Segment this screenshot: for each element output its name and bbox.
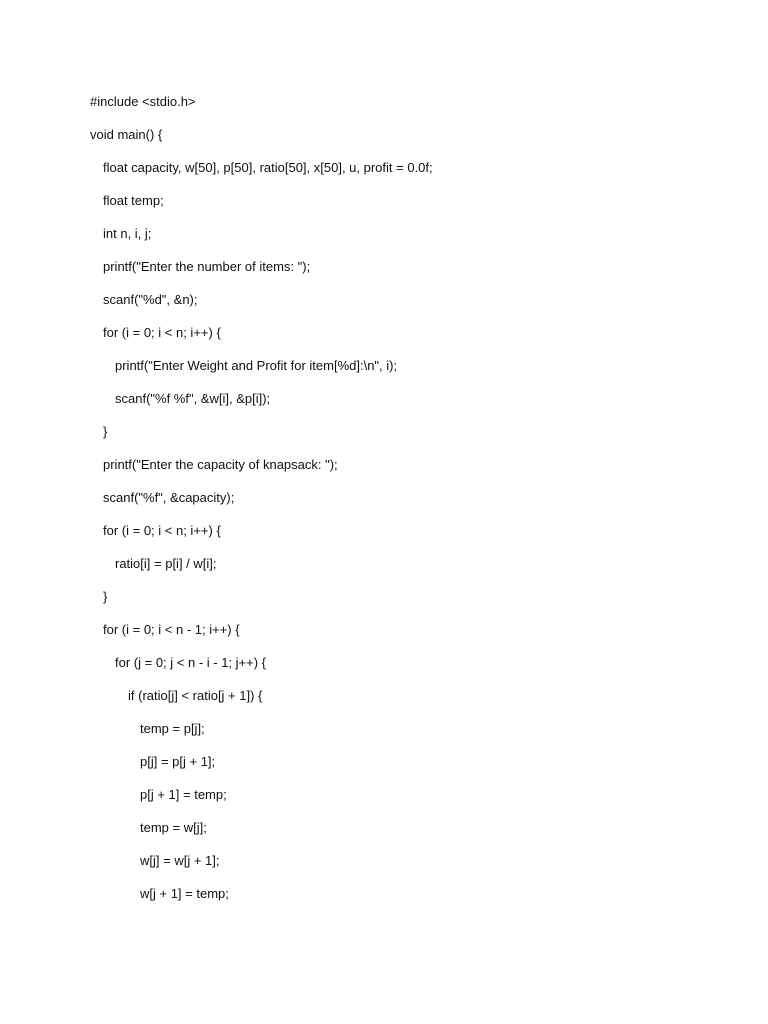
code-line: } bbox=[103, 589, 108, 604]
code-line: scanf("%f %f", &w[i], &p[i]); bbox=[115, 391, 271, 406]
code-line: scanf("%d", &n); bbox=[103, 292, 198, 307]
code-line: p[j + 1] = temp; bbox=[140, 787, 227, 802]
code-line: for (i = 0; i < n; i++) { bbox=[103, 523, 221, 538]
code-line: p[j] = p[j + 1]; bbox=[140, 754, 216, 769]
code-line: float capacity, w[50], p[50], ratio[50], x[50], u, profit = 0.0f; bbox=[103, 160, 433, 175]
code-line: for (i = 0; i < n - 1; i++) { bbox=[103, 622, 240, 637]
code-line: for (i = 0; i < n; i++) { bbox=[103, 325, 221, 340]
code-line: printf("Enter the number of items: "); bbox=[103, 259, 311, 274]
code-line: scanf("%f", &capacity); bbox=[103, 490, 235, 505]
code-line: printf("Enter the capacity of knapsack: "); bbox=[103, 457, 338, 472]
code-line: w[j + 1] = temp; bbox=[140, 886, 229, 901]
code-line: float temp; bbox=[103, 193, 164, 208]
code-line: printf("Enter Weight and Profit for item[%d]:\n", i); bbox=[115, 358, 398, 373]
code-line: int n, i, j; bbox=[103, 226, 152, 241]
code-line: temp = w[j]; bbox=[140, 820, 207, 835]
code-line: if (ratio[j] < ratio[j + 1]) { bbox=[128, 688, 263, 703]
code-line: for (j = 0; j < n - i - 1; j++) { bbox=[115, 655, 267, 670]
code-line: void main() { bbox=[90, 127, 163, 142]
code-line: w[j] = w[j + 1]; bbox=[140, 853, 220, 868]
code-line: ratio[i] = p[i] / w[i]; bbox=[115, 556, 217, 571]
code-line: temp = p[j]; bbox=[140, 721, 205, 736]
code-listing bbox=[90, 92, 730, 917]
code-line: } bbox=[103, 424, 108, 439]
code-line: #include <stdio.h> bbox=[90, 94, 196, 109]
